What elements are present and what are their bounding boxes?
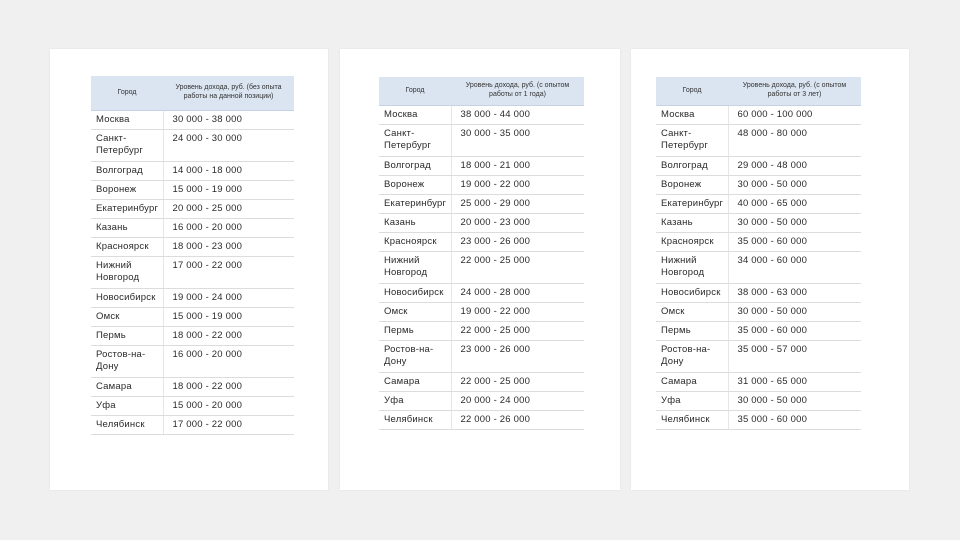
table-row bbox=[91, 346, 294, 378]
table-row bbox=[656, 125, 861, 157]
income-range-cell: 35 000 - 57 000 bbox=[728, 341, 861, 373]
income-range-cell: 34 000 - 60 000 bbox=[728, 252, 861, 284]
table-row bbox=[656, 214, 861, 233]
table-row bbox=[91, 378, 294, 397]
city-cell: Волгоград bbox=[379, 157, 451, 176]
table-row bbox=[91, 257, 294, 289]
table-row bbox=[656, 392, 861, 411]
table-body bbox=[379, 106, 584, 430]
table-row bbox=[656, 252, 861, 284]
table-row bbox=[656, 284, 861, 303]
income-range-cell: 23 000 - 26 000 bbox=[451, 233, 584, 252]
city-cell: Уфа bbox=[379, 392, 451, 411]
header-city: Город bbox=[91, 76, 163, 111]
table-header-row bbox=[379, 77, 584, 106]
table-header-row bbox=[656, 77, 861, 106]
city-cell: Ростов-на-Дону bbox=[379, 341, 451, 373]
table-row bbox=[379, 411, 584, 430]
table-row bbox=[656, 322, 861, 341]
income-range-cell: 30 000 - 50 000 bbox=[728, 303, 861, 322]
table-body bbox=[91, 111, 294, 435]
income-range-cell: 20 000 - 25 000 bbox=[163, 200, 294, 219]
city-cell: Воронеж bbox=[656, 176, 728, 195]
city-cell: Казань bbox=[91, 219, 163, 238]
city-cell: Санкт-Петербург bbox=[379, 125, 451, 157]
table-row bbox=[91, 111, 294, 130]
page-experience-3-years bbox=[631, 49, 909, 490]
income-range-cell: 30 000 - 50 000 bbox=[728, 392, 861, 411]
header-income: Уровень дохода, руб. (с опытом работы от 3 лет) bbox=[728, 77, 861, 106]
table-header-row bbox=[91, 76, 294, 111]
city-cell: Нижний Новгород bbox=[379, 252, 451, 284]
income-range-cell: 18 000 - 23 000 bbox=[163, 238, 294, 257]
city-cell: Красноярск bbox=[656, 233, 728, 252]
income-range-cell: 30 000 - 50 000 bbox=[728, 176, 861, 195]
city-cell: Казань bbox=[379, 214, 451, 233]
table-row bbox=[91, 219, 294, 238]
income-range-cell: 35 000 - 60 000 bbox=[728, 411, 861, 430]
city-cell: Пермь bbox=[91, 327, 163, 346]
table-row bbox=[379, 195, 584, 214]
income-range-cell: 22 000 - 25 000 bbox=[451, 373, 584, 392]
city-cell: Екатеринбург bbox=[91, 200, 163, 219]
income-table-1-year bbox=[379, 77, 584, 430]
income-table-no-experience bbox=[91, 76, 294, 435]
income-range-cell: 38 000 - 44 000 bbox=[451, 106, 584, 125]
table-row bbox=[379, 392, 584, 411]
income-range-cell: 30 000 - 38 000 bbox=[163, 111, 294, 130]
city-cell: Самара bbox=[379, 373, 451, 392]
city-cell: Красноярск bbox=[379, 233, 451, 252]
city-cell: Уфа bbox=[656, 392, 728, 411]
city-cell: Воронеж bbox=[379, 176, 451, 195]
table-row bbox=[379, 125, 584, 157]
city-cell: Москва bbox=[91, 111, 163, 130]
income-range-cell: 15 000 - 19 000 bbox=[163, 181, 294, 200]
city-cell: Волгоград bbox=[656, 157, 728, 176]
income-range-cell: 22 000 - 26 000 bbox=[451, 411, 584, 430]
table-row bbox=[656, 373, 861, 392]
header-city: Город bbox=[656, 77, 728, 106]
income-range-cell: 20 000 - 23 000 bbox=[451, 214, 584, 233]
city-cell: Челябинск bbox=[656, 411, 728, 430]
income-range-cell: 25 000 - 29 000 bbox=[451, 195, 584, 214]
table-row bbox=[656, 233, 861, 252]
city-cell: Самара bbox=[91, 378, 163, 397]
city-cell: Самара bbox=[656, 373, 728, 392]
income-range-cell: 16 000 - 20 000 bbox=[163, 219, 294, 238]
income-range-cell: 18 000 - 22 000 bbox=[163, 327, 294, 346]
city-cell: Нижний Новгород bbox=[91, 257, 163, 289]
table-row bbox=[379, 303, 584, 322]
city-cell: Екатеринбург bbox=[656, 195, 728, 214]
income-range-cell: 17 000 - 22 000 bbox=[163, 257, 294, 289]
table-row bbox=[656, 411, 861, 430]
income-range-cell: 38 000 - 63 000 bbox=[728, 284, 861, 303]
table-row bbox=[379, 322, 584, 341]
table-row bbox=[656, 157, 861, 176]
city-cell: Волгоград bbox=[91, 162, 163, 181]
city-cell: Уфа bbox=[91, 397, 163, 416]
income-range-cell: 18 000 - 22 000 bbox=[163, 378, 294, 397]
table-row bbox=[379, 284, 584, 303]
city-cell: Воронеж bbox=[91, 181, 163, 200]
table-row bbox=[91, 200, 294, 219]
income-range-cell: 14 000 - 18 000 bbox=[163, 162, 294, 181]
header-city: Город bbox=[379, 77, 451, 106]
city-cell: Казань bbox=[656, 214, 728, 233]
income-range-cell: 15 000 - 20 000 bbox=[163, 397, 294, 416]
city-cell: Пермь bbox=[656, 322, 728, 341]
city-cell: Красноярск bbox=[91, 238, 163, 257]
table-row bbox=[656, 341, 861, 373]
city-cell: Омск bbox=[656, 303, 728, 322]
city-cell: Екатеринбург bbox=[379, 195, 451, 214]
income-range-cell: 18 000 - 21 000 bbox=[451, 157, 584, 176]
income-range-cell: 48 000 - 80 000 bbox=[728, 125, 861, 157]
table-row bbox=[91, 289, 294, 308]
table-row bbox=[656, 106, 861, 125]
income-range-cell: 22 000 - 25 000 bbox=[451, 252, 584, 284]
city-cell: Ростов-на-Дону bbox=[91, 346, 163, 378]
income-table-3-years bbox=[656, 77, 861, 430]
table-row bbox=[91, 327, 294, 346]
table-row bbox=[656, 303, 861, 322]
table-row bbox=[91, 416, 294, 435]
table-row bbox=[91, 308, 294, 327]
income-range-cell: 17 000 - 22 000 bbox=[163, 416, 294, 435]
city-cell: Пермь bbox=[379, 322, 451, 341]
city-cell: Санкт-Петербург bbox=[91, 130, 163, 162]
income-range-cell: 22 000 - 25 000 bbox=[451, 322, 584, 341]
header-income: Уровень дохода, руб. (с опытом работы от 1 года) bbox=[451, 77, 584, 106]
income-range-cell: 19 000 - 24 000 bbox=[163, 289, 294, 308]
income-range-cell: 35 000 - 60 000 bbox=[728, 233, 861, 252]
city-cell: Новосибирск bbox=[656, 284, 728, 303]
income-range-cell: 31 000 - 65 000 bbox=[728, 373, 861, 392]
city-cell: Омск bbox=[379, 303, 451, 322]
city-cell: Ростов-на-Дону bbox=[656, 341, 728, 373]
income-range-cell: 60 000 - 100 000 bbox=[728, 106, 861, 125]
table-row bbox=[91, 397, 294, 416]
table-row bbox=[379, 214, 584, 233]
city-cell: Москва bbox=[656, 106, 728, 125]
table-row bbox=[91, 130, 294, 162]
income-range-cell: 24 000 - 30 000 bbox=[163, 130, 294, 162]
city-cell: Нижний Новгород bbox=[656, 252, 728, 284]
table-row bbox=[379, 106, 584, 125]
income-range-cell: 29 000 - 48 000 bbox=[728, 157, 861, 176]
page-experience-1-year bbox=[340, 49, 620, 490]
table-row bbox=[379, 176, 584, 195]
income-range-cell: 30 000 - 50 000 bbox=[728, 214, 861, 233]
city-cell: Челябинск bbox=[91, 416, 163, 435]
table-row bbox=[91, 181, 294, 200]
page-no-experience bbox=[50, 49, 328, 490]
income-range-cell: 19 000 - 22 000 bbox=[451, 303, 584, 322]
table-row bbox=[379, 157, 584, 176]
city-cell: Новосибирск bbox=[379, 284, 451, 303]
table-row bbox=[91, 238, 294, 257]
income-range-cell: 23 000 - 26 000 bbox=[451, 341, 584, 373]
table-row bbox=[91, 162, 294, 181]
city-cell: Санкт-Петербург bbox=[656, 125, 728, 157]
header-income: Уровень дохода, руб. (без опыта работы на данной позиции) bbox=[163, 76, 294, 111]
income-range-cell: 16 000 - 20 000 bbox=[163, 346, 294, 378]
table-row bbox=[656, 195, 861, 214]
city-cell: Омск bbox=[91, 308, 163, 327]
income-range-cell: 19 000 - 22 000 bbox=[451, 176, 584, 195]
city-cell: Челябинск bbox=[379, 411, 451, 430]
table-row bbox=[379, 373, 584, 392]
table-row bbox=[379, 252, 584, 284]
income-range-cell: 30 000 - 35 000 bbox=[451, 125, 584, 157]
income-range-cell: 35 000 - 60 000 bbox=[728, 322, 861, 341]
income-range-cell: 40 000 - 65 000 bbox=[728, 195, 861, 214]
income-range-cell: 20 000 - 24 000 bbox=[451, 392, 584, 411]
table-row bbox=[379, 341, 584, 373]
income-range-cell: 24 000 - 28 000 bbox=[451, 284, 584, 303]
city-cell: Новосибирск bbox=[91, 289, 163, 308]
city-cell: Москва bbox=[379, 106, 451, 125]
income-range-cell: 15 000 - 19 000 bbox=[163, 308, 294, 327]
table-body bbox=[656, 106, 861, 430]
table-row bbox=[379, 233, 584, 252]
table-row bbox=[656, 176, 861, 195]
